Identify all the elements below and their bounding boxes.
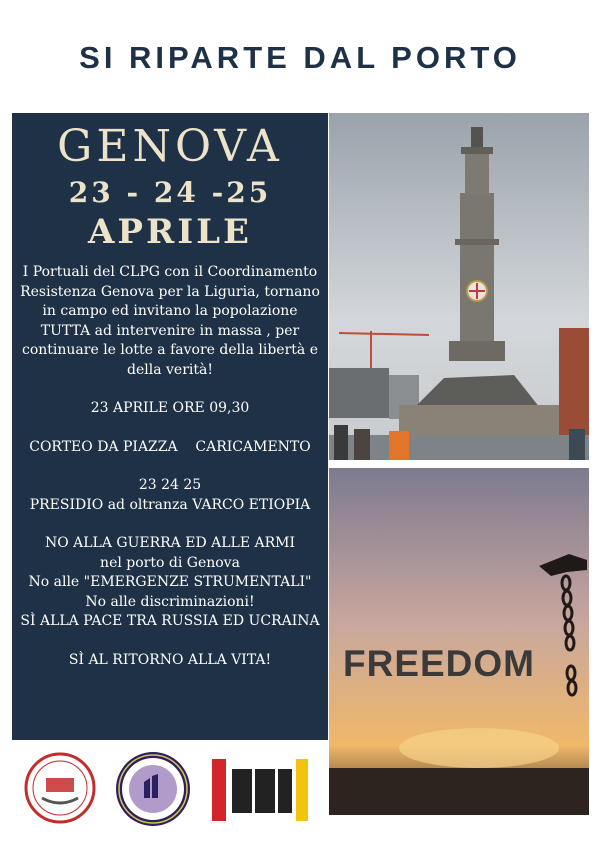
event-info-panel [12, 113, 328, 740]
event-city: GENOVA [57, 121, 283, 172]
freedom-word: FREEDOM [343, 643, 535, 684]
lighthouse-photo [329, 113, 589, 460]
event-description [20, 263, 320, 689]
presidio-block [20, 476, 320, 515]
freedom-sunset-illustration [329, 468, 589, 815]
presidio-days: 23 24 25 [138, 477, 202, 493]
slogan-item: SÌ ALLA PACE TRA RUSSIA ED UCRAINA [20, 613, 320, 629]
slogan-item: No alle discriminazioni! [85, 593, 255, 610]
poster-headline: SI RIPARTE DAL PORTO [79, 40, 521, 75]
lighthouse-illustration [329, 113, 589, 460]
intro-paragraph: I Portuali del CLPG con il Coordinamento Resistenza Genova per la Liguria, tornano in campo ed invitano la popolazione TUTTA ad intervenire in massa , per continuare le lotte a favore della libertà e della verità! [20, 264, 320, 378]
slogan-item: NO ALLA GUERRA ED ALLE ARMI [44, 535, 296, 551]
coordinamento-logo [114, 750, 192, 828]
usb-confederazione-logo [210, 755, 310, 825]
slogan-item: No alle "EMERGENZE STRUMENTALI" [28, 574, 312, 590]
schedule-corteo: CORTEO DA PIAZZA CARICAMENTO [29, 438, 311, 455]
event-month: APRILE [88, 212, 252, 252]
clpg-logo [24, 752, 96, 824]
slogans-block [20, 534, 320, 632]
schedule-date-time: 23 APRILE ORE 09,30 [90, 400, 250, 416]
presidio-location: PRESIDIO ad oltranza VARCO ETIOPIA [29, 496, 311, 513]
freedom-photo [329, 468, 589, 815]
closing-slogan: SÌ AL RITORNO ALLA VITA! [68, 651, 272, 668]
slogan-item: nel porto di Genova [100, 554, 240, 571]
event-dates: 23 - 24 -25 [68, 176, 272, 209]
